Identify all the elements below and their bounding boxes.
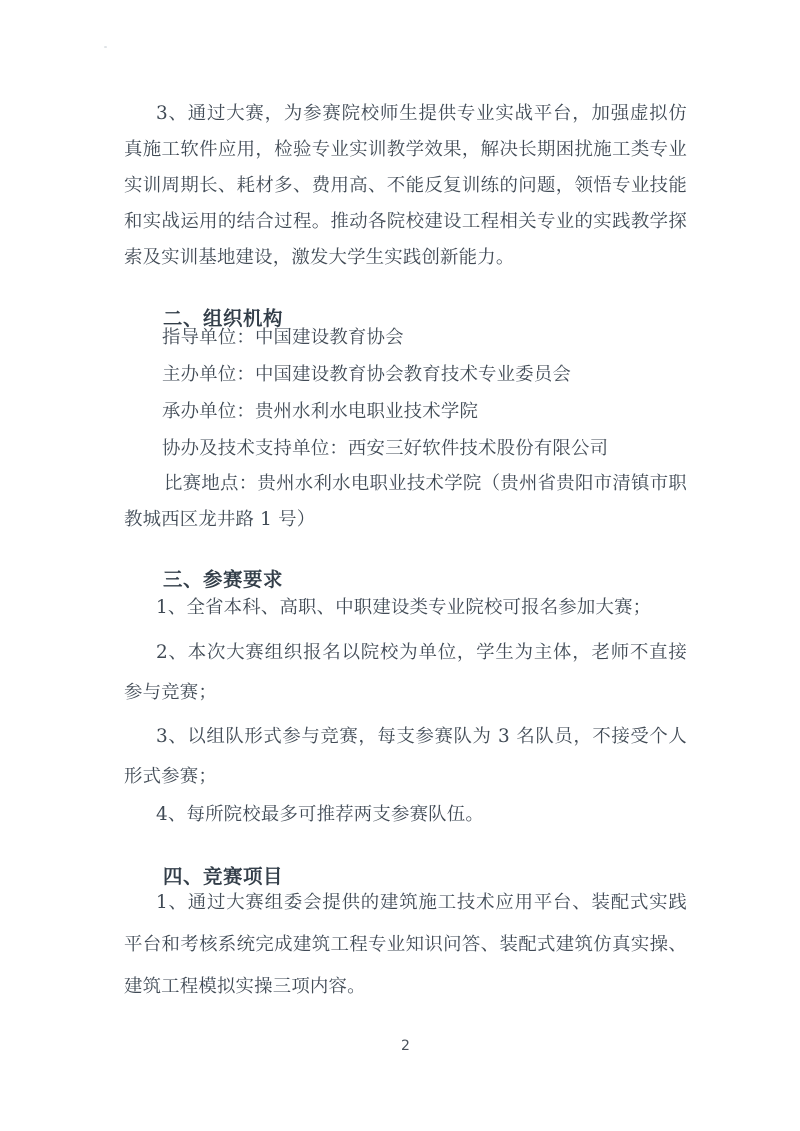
text-line: 教城西区龙井路 1 号） [124, 509, 316, 530]
text-line: 索及实训基地建设，激发大学生实践创新能力。 [124, 247, 515, 268]
text-line: 实训周期长、耗材多、费用高、不能反复训练的问题，领悟专业技能 [124, 175, 687, 196]
requirement-item-1 [124, 588, 687, 628]
venue-paragraph [124, 466, 687, 538]
text-line: 平台和考核系统完成建筑工程专业知识问答、装配式建筑仿真实操、 [124, 934, 687, 955]
requirement-item-2 [124, 633, 687, 713]
scan-speck [104, 46, 107, 48]
text-line: 建筑工程模拟实操三项内容。 [124, 976, 366, 997]
page-number: 2 [401, 1038, 410, 1054]
text-line: 1、全省本科、高职、中职建设类专业院校可报名参加大赛； [156, 597, 652, 618]
text-line: 4、每所院校最多可推荐两支参赛队伍。 [156, 804, 484, 825]
requirement-item-4 [124, 795, 687, 835]
section-heading-organization: 二、组织机构 [163, 307, 283, 331]
text-line: 3、通过大赛，为参赛院校师生提供专业实战平台，加强虚拟仿 [156, 103, 687, 124]
intro-paragraph [124, 96, 687, 276]
section-heading-events: 四、竞赛项目 [163, 865, 283, 889]
organization-list [124, 319, 687, 467]
org-unit-line: 指导单位：中国建设教育协会 [162, 327, 404, 348]
text-line: 3、以组队形式参与竞赛，每支参赛队为 3 名队员，不接受个人 [156, 726, 688, 747]
text-line: 1、通过大赛组委会提供的建筑施工技术应用平台、装配式实践 [156, 892, 687, 913]
text-line: 参与竞赛； [124, 682, 217, 703]
section-heading-requirements: 三、参赛要求 [163, 568, 283, 592]
requirement-item-3 [124, 717, 687, 797]
org-unit-line: 主办单位：中国建设教育协会教育技术专业委员会 [162, 364, 571, 385]
text-line: 真施工软件应用，检验专业实训教学效果，解决长期困扰施工类专业 [124, 139, 687, 160]
text-line: 和实战运用的结合过程。推动各院校建设工程相关专业的实践教学探 [124, 211, 687, 232]
org-unit-line: 承办单位：贵州水利水电职业技术学院 [162, 401, 479, 422]
org-unit-line: 协办及技术支持单位：西安三好软件技术股份有限公司 [162, 438, 609, 459]
text-line: 形式参赛； [124, 766, 217, 787]
events-paragraph [124, 882, 687, 1008]
text-line: 2、本次大赛组织报名以院校为单位，学生为主体，老师不直接 [156, 642, 687, 663]
text-line: 比赛地点：贵州水利水电职业技术学院（贵州省贵阳市清镇市职 [164, 473, 687, 494]
